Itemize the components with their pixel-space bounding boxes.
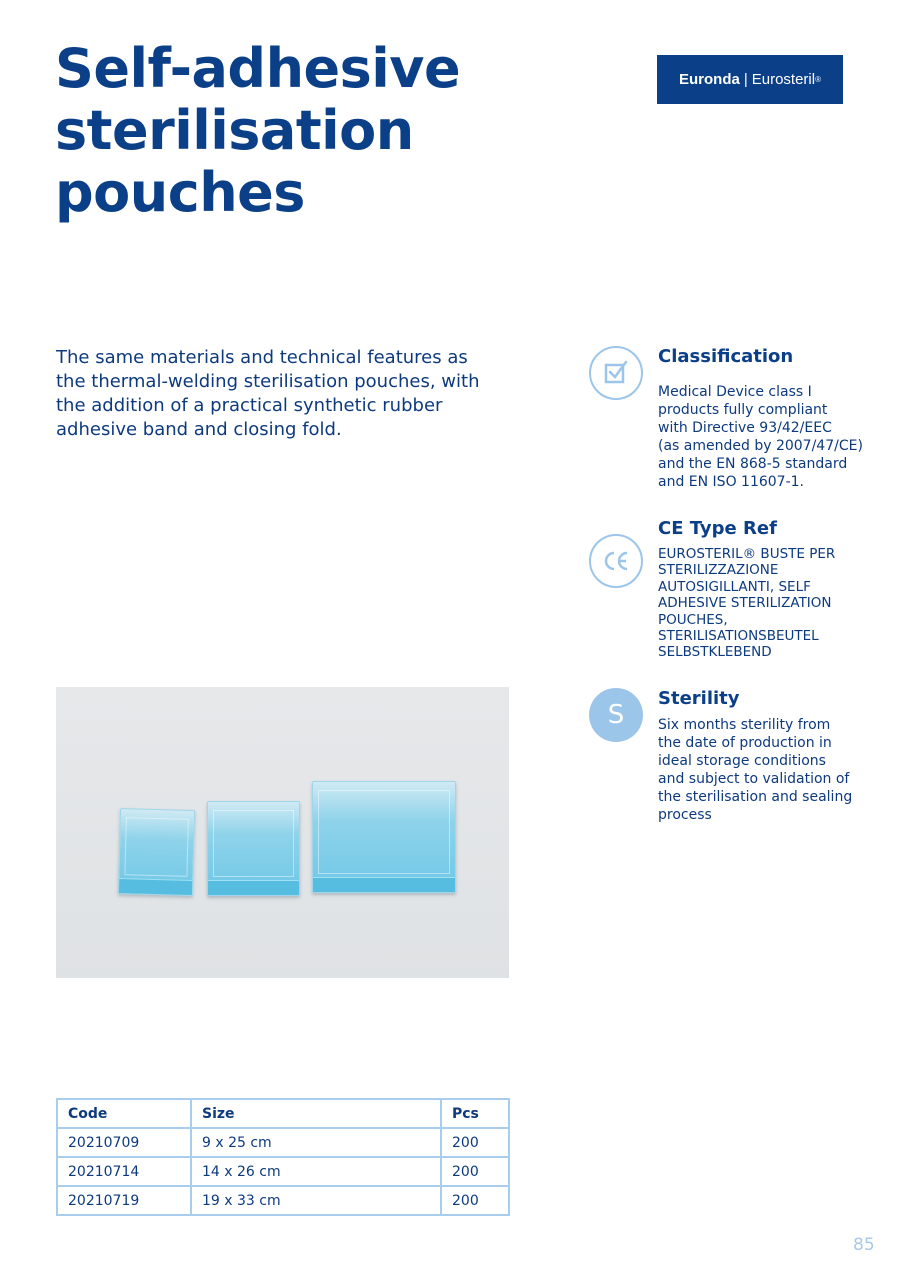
ce-mark-icon [589, 534, 643, 588]
title-line-2: sterilisation [55, 99, 414, 162]
checkbox-icon [589, 346, 643, 400]
brand-logo [657, 55, 843, 104]
intro-text: The same materials and technical features as the thermal-welding sterilisation pouches, with the addition of a practical synthetic rubber adhesive band and closing fold. [56, 347, 480, 440]
cell-size: 19 x 33 cm [191, 1186, 441, 1215]
cell-code: 20210719 [57, 1186, 191, 1215]
cell-pcs: 200 [441, 1157, 509, 1186]
feature-title: CE Type Ref [658, 518, 777, 539]
pouch-small [118, 808, 195, 896]
column-header-pcs: Pcs [441, 1099, 509, 1128]
pouch-large [312, 781, 456, 893]
table-row [57, 1128, 509, 1157]
product-photo [56, 687, 509, 978]
feature-description: Medical Device class I products fully compliant with Directive 93/42/EEC (as amended by 2007/47/CE) and the EN 868-5 standard and EN ISO 11607-1. [658, 384, 863, 490]
feature-description: EUROSTERIL® BUSTE PER STERILIZZAZIONE AUTOSIGILLANTI, SELF ADHESIVE STERILIZATION POUCHES, STERILISATIONSBEUTEL SELBSTKLEBEND [658, 546, 836, 661]
cell-pcs: 200 [441, 1186, 509, 1215]
feature-title: Classification [658, 346, 794, 367]
brand-secondary: Eurosteril [751, 71, 816, 88]
page-number: 85 [853, 1235, 875, 1255]
column-header-size: Size [191, 1099, 441, 1128]
table-row [57, 1157, 509, 1186]
product-table [56, 1098, 510, 1216]
pouch-medium [207, 801, 300, 896]
table-row [57, 1186, 509, 1215]
title-line-3: pouches [55, 161, 305, 224]
title-line-1: Self-adhesive [55, 37, 461, 100]
brand-separator: | [743, 71, 748, 88]
cell-size: 14 x 26 cm [191, 1157, 441, 1186]
cell-code: 20210709 [57, 1128, 191, 1157]
sterility-icon-letter: S [607, 700, 625, 730]
cell-code: 20210714 [57, 1157, 191, 1186]
feature-description: Six months sterility from the date of production in ideal storage conditions and subject to validation of the sterilisation and sealing process [658, 717, 853, 823]
table-header-row [57, 1099, 509, 1128]
brand-registered-mark: ® [815, 75, 821, 84]
feature-title: Sterility [658, 688, 740, 709]
brand-primary: Euronda [678, 71, 740, 88]
sterility-s-icon [589, 688, 643, 742]
page-title [55, 38, 460, 224]
cell-pcs: 200 [441, 1128, 509, 1157]
cell-size: 9 x 25 cm [191, 1128, 441, 1157]
column-header-code: Code [57, 1099, 191, 1128]
